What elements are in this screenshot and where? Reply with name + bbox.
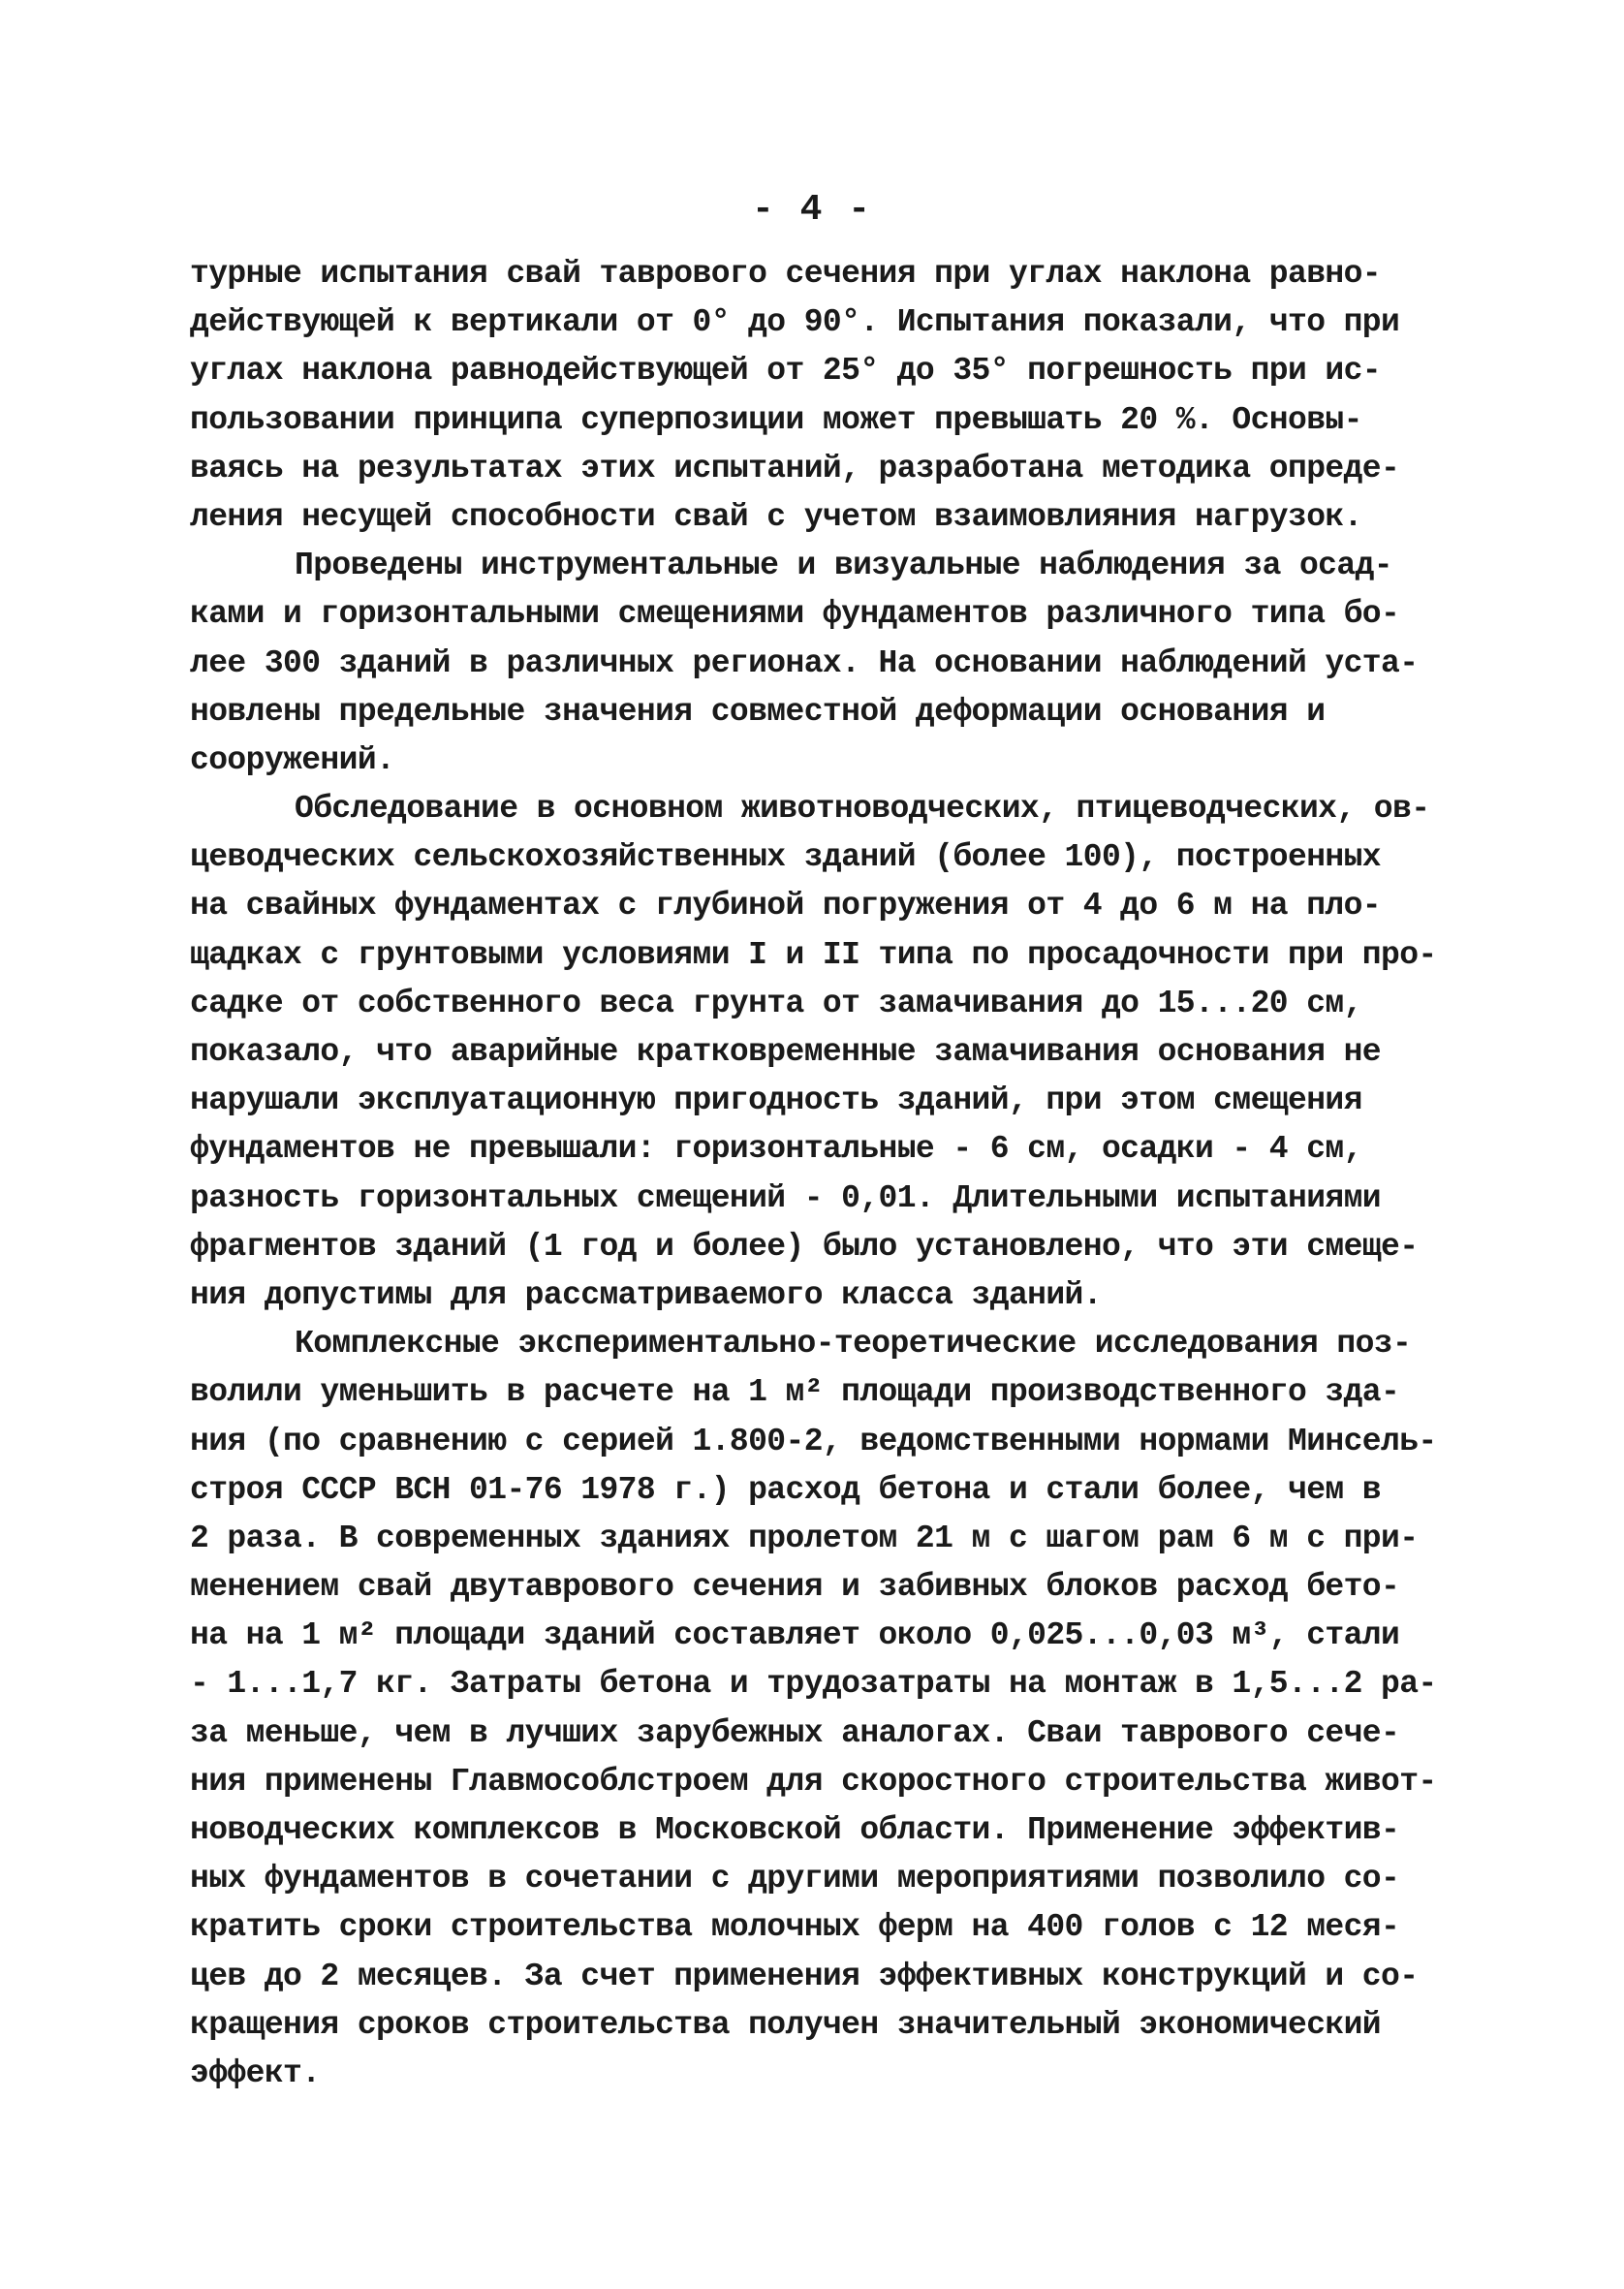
- text-line: щадках с грунтовыми условиями I и II типа по просадочности при про-: [190, 936, 1437, 973]
- text-line: Обследование в основном животноводческих, птицеводческих, ов-: [295, 791, 1430, 828]
- text-line: цеводческих сельскохозяйственных зданий (более 100), построенных: [190, 839, 1382, 876]
- text-line: 2 раза. В современных зданиях пролетом 21 м с шагом рам 6 м с при-: [190, 1520, 1419, 1556]
- text-line: фундаментов не превышали: горизонтальные - 6 см, осадки - 4 см,: [190, 1131, 1362, 1168]
- text-line: разность горизонтальных смещений - 0,01. Длительными испытаниями: [190, 1179, 1382, 1216]
- text-line: за меньше, чем в лучших зарубежных аналогах. Сваи таврового сече-: [190, 1714, 1400, 1751]
- text-line: новодческих комплексов в Московской области. Применение эффектив-: [190, 1812, 1400, 1848]
- document-body: [190, 250, 1469, 2098]
- text-line: менением свай двутаврового сечения и забивных блоков расход бето-: [190, 1569, 1400, 1606]
- text-line: нарушали эксплуатационную пригодность зданий, при этом смещения: [190, 1082, 1362, 1119]
- text-line: садке от собственного веса грунта от замачивания до 15...20 см,: [190, 985, 1362, 1021]
- text-line: фрагментов зданий (1 год и более) было установлено, что эти смеще-: [190, 1228, 1419, 1265]
- text-line: ния (по сравнению с серией 1.800-2, ведомственными нормами Минсель-: [190, 1423, 1437, 1459]
- text-line: ния допустимы для рассматриваемого класса зданий.: [190, 1276, 1102, 1313]
- text-line: сооружений.: [190, 741, 395, 778]
- text-line: - 1...1,7 кг. Затраты бетона и трудозатраты на монтаж в 1,5...2 ра-: [190, 1666, 1437, 1703]
- text-line: углах наклона равнодействующей от 25° до 35° погрешность при ис-: [190, 353, 1382, 390]
- page-number: - 4 -: [751, 189, 873, 231]
- text-line: ния применены Главмособлстроем для скоростного строительства живот-: [190, 1763, 1437, 1800]
- text-line: строя СССР ВСН 01-76 1978 г.) расход бетона и стали более, чем в: [190, 1471, 1382, 1508]
- text-line: Проведены инструментальные и визуальные наблюдения за осад-: [295, 548, 1392, 584]
- text-line: Комплексные экспериментально-теоретические исследования поз-: [295, 1326, 1412, 1363]
- text-line: действующей к вертикали от 0° до 90°. Испытания показали, что при: [190, 304, 1400, 341]
- text-line: на свайных фундаментах с глубиной погружения от 4 до 6 м на пло-: [190, 888, 1382, 925]
- text-line: волили уменьшить в расчете на 1 м² площади производственного зда-: [190, 1374, 1400, 1411]
- text-line: кратить сроки строительства молочных ферм на 400 голов с 12 меся-: [190, 1909, 1400, 1946]
- text-line: турные испытания свай таврового сечения при углах наклона равно-: [190, 256, 1382, 292]
- text-line: пользовании принципа суперпозиции может превышать 20 %. Основы-: [190, 401, 1362, 438]
- text-line: ками и горизонтальными смещениями фундаментов различного типа бо-: [190, 596, 1400, 633]
- text-line: ваясь на результатах этих испытаний, разработана методика опреде-: [190, 450, 1400, 486]
- text-line: лее 300 зданий в различных регионах. На основании наблюдений уста-: [190, 644, 1419, 681]
- text-line: ных фундаментов в сочетании с другими мероприятиями позволило со-: [190, 1861, 1400, 1897]
- text-line: новлены предельные значения совместной деформации основания и: [190, 693, 1326, 730]
- text-line: кращения сроков строительства получен значительный экономический: [190, 2006, 1382, 2043]
- text-line: ления несущей способности свай с учетом взаимовлияния нагрузок.: [190, 498, 1362, 535]
- text-line: показало, что аварийные кратковременные замачивания основания не: [190, 1034, 1382, 1070]
- text-line: эффект.: [190, 2054, 321, 2091]
- text-line: на на 1 м² площади зданий составляет около 0,025...0,03 м³, стали: [190, 1617, 1400, 1654]
- text-line: цев до 2 месяцев. За счет применения эффективных конструкций и со-: [190, 1958, 1419, 1994]
